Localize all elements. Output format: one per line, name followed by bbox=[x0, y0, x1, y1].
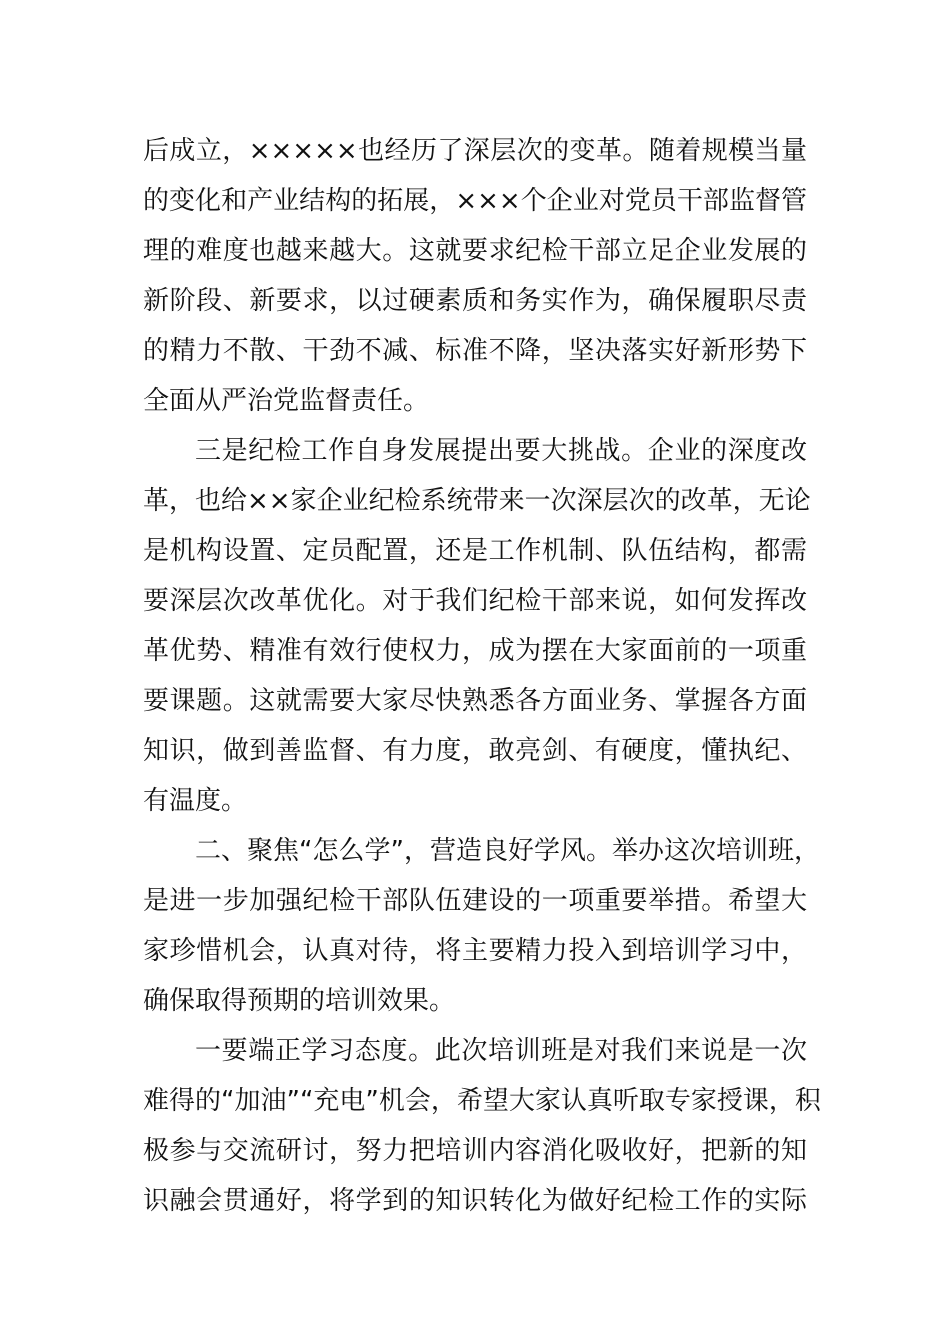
text-line: 的精力不散、干劲不减、标准不降，坚决落实好新形势下 bbox=[143, 336, 807, 366]
text-line: 理的难度也越来越大。这就要求纪检干部立足企业发展的 bbox=[143, 236, 807, 266]
text-line: 难得的“加油”“充电”机会，希望大家认真听取专家授课，积 bbox=[143, 1086, 821, 1116]
text-line: 确保取得预期的培训效果。 bbox=[143, 986, 456, 1016]
text-line: 三是纪检工作自身发展提出要大挑战。企业的深度改 bbox=[195, 436, 807, 466]
text-line: 革，也给××家企业纪检系统带来一次深层次的改革，无论 bbox=[143, 486, 811, 516]
text-line: 家珍惜机会，认真对待，将主要精力投入到培训学习中， bbox=[143, 936, 807, 966]
text-line: 的变化和产业结构的拓展，×××个企业对党员干部监督管 bbox=[143, 186, 807, 216]
text-line: 要深层次改革优化。对于我们纪检干部来说，如何发挥改 bbox=[143, 586, 807, 616]
text-line: 有温度。 bbox=[143, 786, 248, 816]
text-line: 是机构设置、定员配置，还是工作机制、队伍结构，都需 bbox=[143, 536, 807, 566]
document-body bbox=[143, 126, 821, 1226]
text-line: 要课题。这就需要大家尽快熟悉各方面业务、掌握各方面 bbox=[143, 686, 807, 716]
text-line: 是进一步加强纪检干部队伍建设的一项重要举措。希望大 bbox=[143, 886, 807, 916]
text-line: 全面从严治党监督责任。 bbox=[143, 386, 430, 416]
text-line: 知识，做到善监督、有力度，敢亮剑、有硬度，懂执纪、 bbox=[143, 736, 807, 766]
text-line: 一要端正学习态度。此次培训班是对我们来说是一次 bbox=[195, 1036, 807, 1066]
text-line: 新阶段、新要求，以过硬素质和务实作为，确保履职尽责 bbox=[143, 286, 807, 316]
text-line: 后成立，×××××也经历了深层次的变革。随着规模当量 bbox=[143, 136, 807, 166]
text-line: 识融会贯通好，将学到的知识转化为做好纪检工作的实际 bbox=[143, 1186, 807, 1216]
text-line: 极参与交流研讨，努力把培训内容消化吸收好，把新的知 bbox=[143, 1136, 807, 1166]
text-line: 二、聚焦“怎么学”，营造良好学风。举办这次培训班， bbox=[195, 836, 820, 866]
text-line: 革优势、精准有效行使权力，成为摆在大家面前的一项重 bbox=[143, 636, 807, 666]
